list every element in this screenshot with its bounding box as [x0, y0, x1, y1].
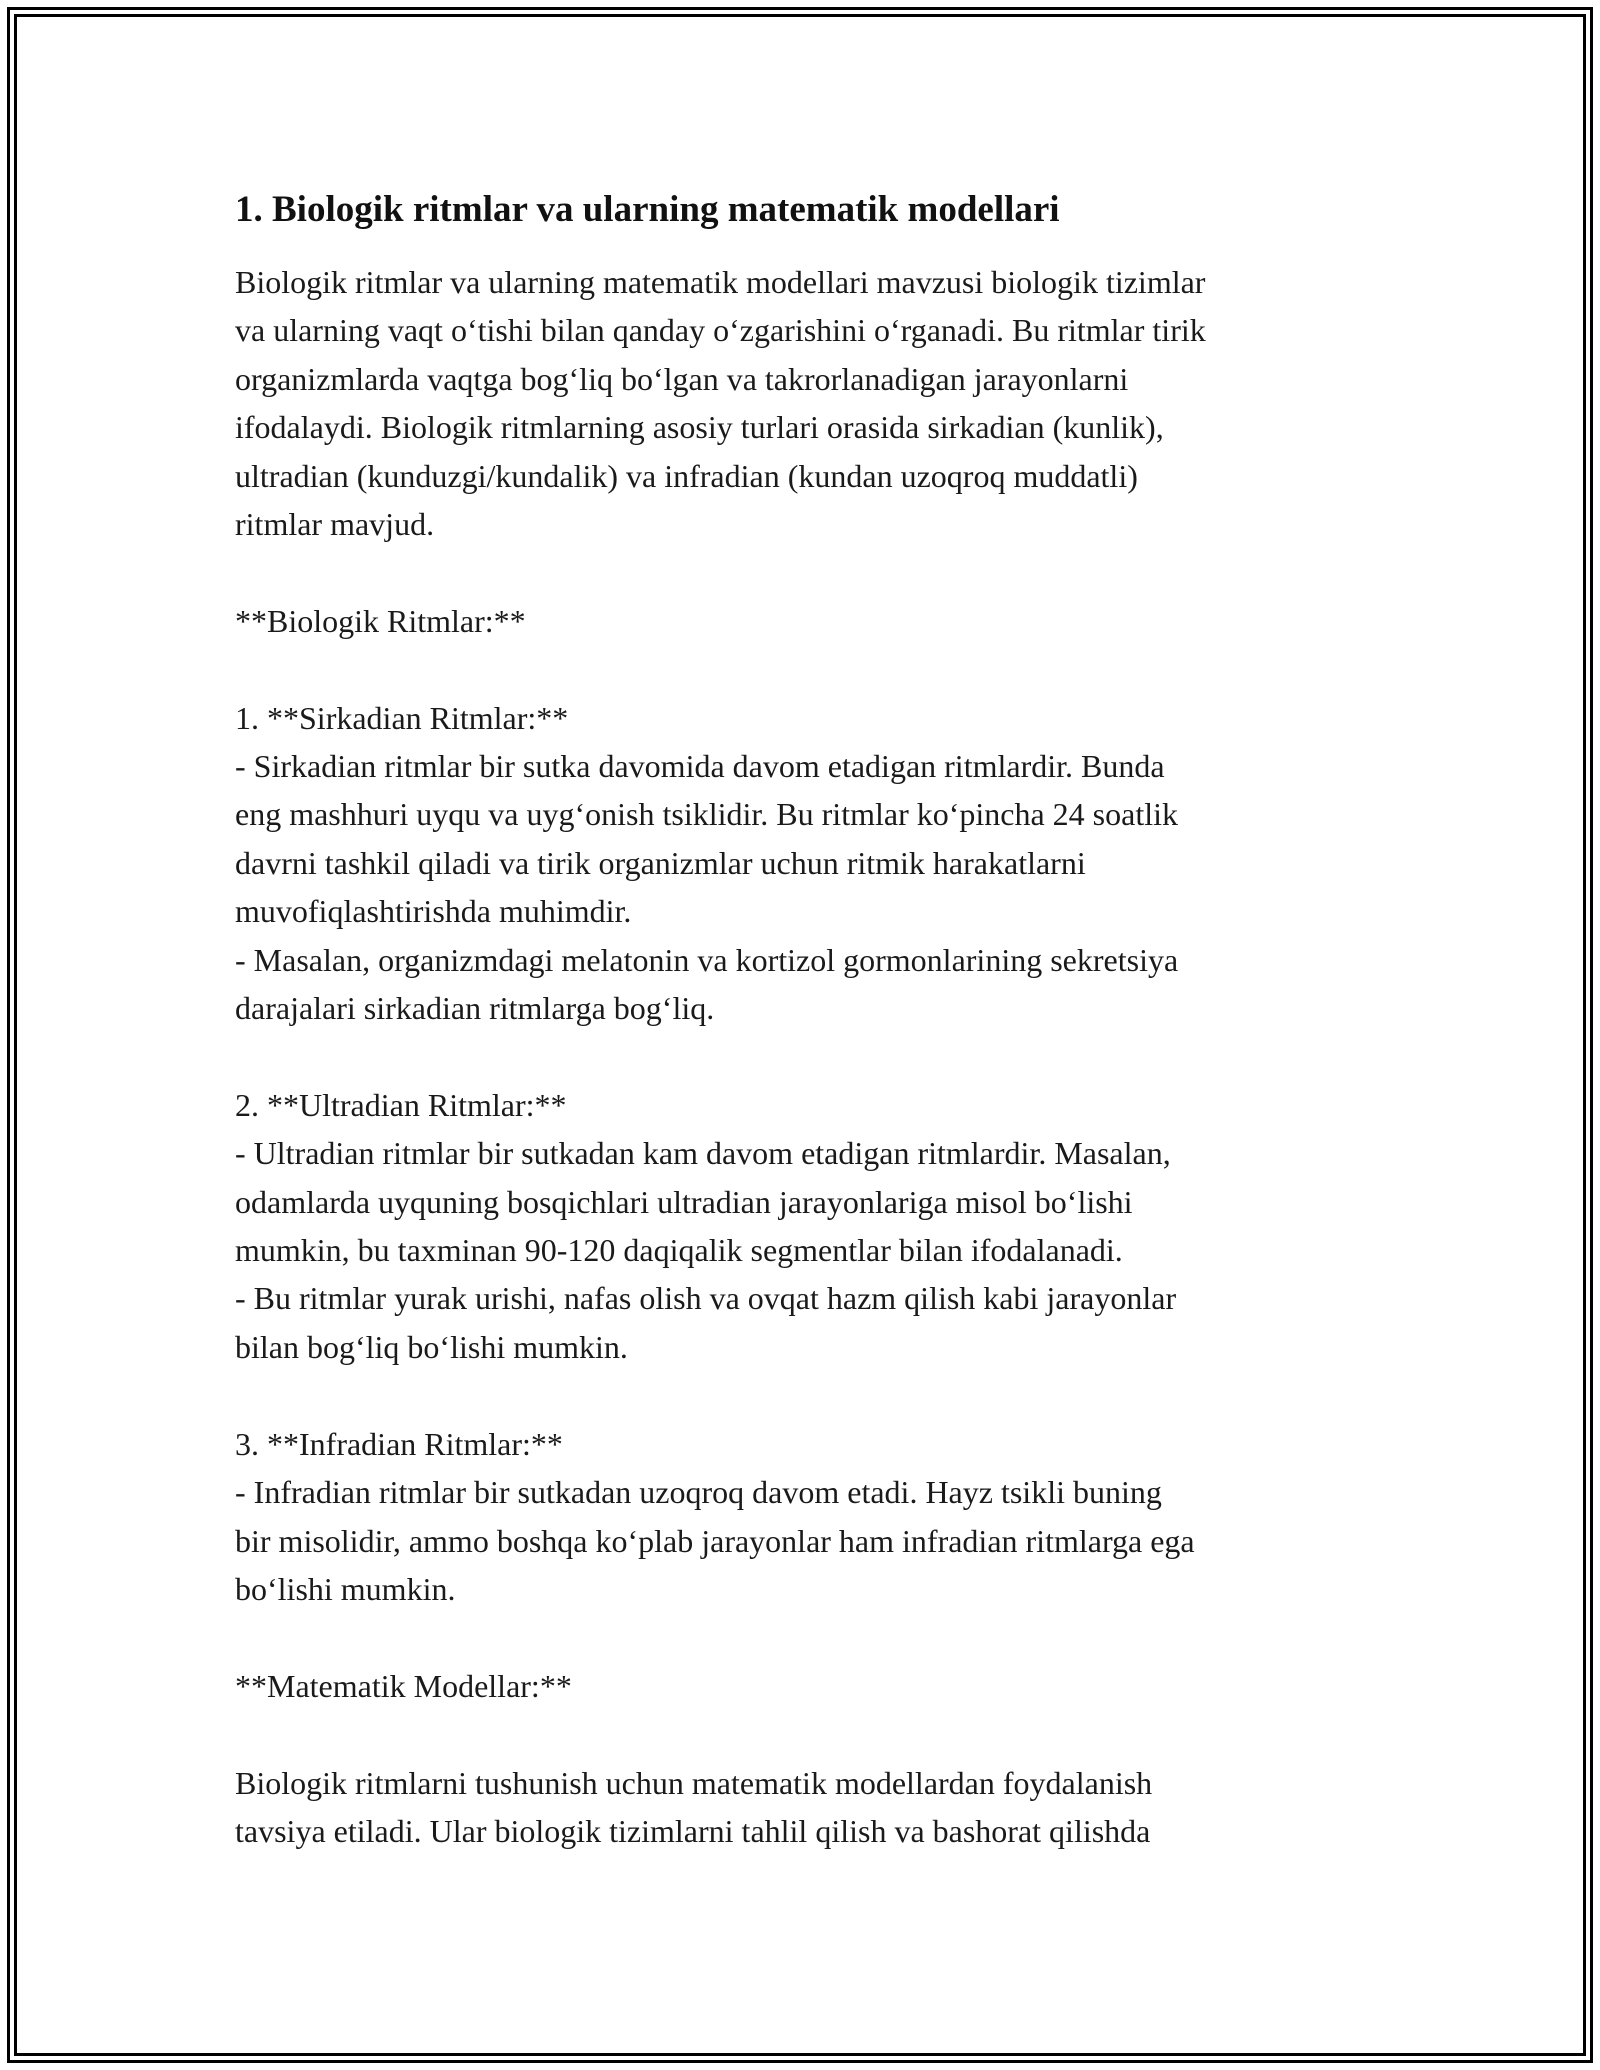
spacer	[235, 1710, 1365, 1758]
spacer	[235, 645, 1365, 693]
spacer	[235, 1032, 1365, 1080]
intro-paragraph: Biologik ritmlar va ularning matematik modellari mavzusi biologik tizimlar va ularning vaqt o‘tishi bilan qanday o‘zgarishini o‘rganadi. Bu ritmlar tirik organizmlarda vaqtga bog‘liq bo‘lgan va takrorlanadigan jarayonlarni ifodalaydi. Biologik ritmlarning asosiy turlari orasida sirkadian (kunlik), ultradian (kunduzgi/kundalik) va infradian (kundan uzoqroq muddatli) ritmlar mavjud.	[235, 264, 1206, 543]
models-subheading: **Matematik Modellar:**	[235, 1667, 572, 1704]
list-item-circadian: 1. **Sirkadian Ritmlar:** - Sirkadian ritmlar bir sutka davomida davom etadigan ritmlardir. Bunda eng mashhuri uyqu va uyg‘onish tsiklidir. Bu ritmlar ko‘pincha 24 soatlik davrni tashkil qiladi va tirik organizmlar uchun ritmik harakatlarni muvofiqlashtirishda muhimdir. - Masalan, organizmdagi melatonin va kortizol gormonlarining sekretsiya darajalari sirkadian ritmlarga bog‘liq.	[235, 699, 1179, 1027]
spacer	[235, 548, 1365, 596]
spacer	[235, 1613, 1365, 1661]
rhythms-subheading: **Biologik Ritmlar:**	[235, 602, 526, 639]
list-item-ultradian: 2. **Ultradian Ritmlar:** - Ultradian ritmlar bir sutkadan kam davom etadigan ritmlardir. Masalan, odamlarda uyquning bosqichlari ultradian jarayonlariga misol bo‘lishi mumkin, bu taxminan 90-120 daqiqalik segmentlar bilan ifodalanadi. - Bu ritmlar yurak urishi, nafas olish va ovqat hazm qilish kabi jarayonlar bilan bog‘liq bo‘lishi mumkin.	[235, 1086, 1177, 1365]
spacer	[235, 1371, 1365, 1419]
section-heading: 1. Biologik ritmlar va ularning matematik modellari	[235, 189, 1060, 230]
document-body	[235, 186, 1365, 1855]
models-paragraph: Biologik ritmlarni tushunish uchun matematik modellardan foydalanish tavsiya etiladi. Ular biologik tizimlarni tahlil qilish va bashorat qilishda	[235, 1764, 1153, 1849]
list-item-infradian: 3. **Infradian Ritmlar:** - Infradian ritmlar bir sutkadan uzoqroq davom etadi. Hayz tsikli buning bir misolidir, ammo boshqa ko‘plab jarayonlar ham infradian ritmlarga ega bo‘lishi mumkin.	[235, 1425, 1195, 1607]
